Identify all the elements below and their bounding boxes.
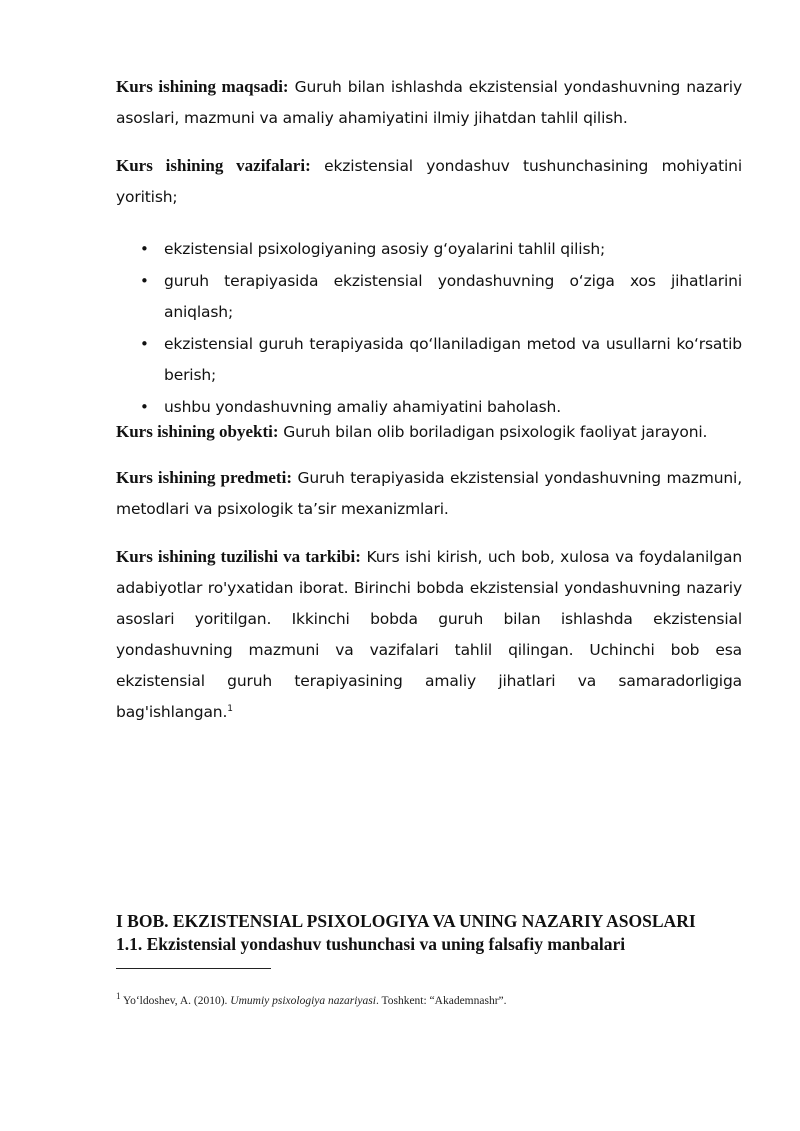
footnote-separator [116, 968, 271, 969]
paragraph-label: Kurs ishining vazifalari: [116, 156, 311, 175]
paragraph-text: Guruh bilan olib boriladigan psixologik faoliyat jarayoni. [278, 423, 708, 441]
footnote [116, 991, 756, 1007]
footnote-publisher: . Toshkent: “Akademnashr”. [375, 995, 507, 1007]
footnote-number: 1 [116, 991, 121, 1002]
list-item: • ekzistensial guruh terapiyasida qo‘llaniladigan metod va usullarni ko‘rsatib berish; [140, 329, 742, 392]
footnote-author: Yo‘ldoshev, A. (2010). [122, 995, 231, 1007]
paragraph-label: Kurs ishining maqsadi: [116, 77, 289, 96]
paragraph-subject [116, 462, 742, 525]
task-list [140, 234, 742, 423]
paragraph-text: ekzistensial yondashuv tushunchasining mohiyatini yoritish; [116, 157, 742, 206]
list-item: • ushbu yondashuvning amaliy ahamiyatini baholash. [140, 392, 742, 424]
list-item: • ekzistensial psixologiyaning asosiy g‘oyalarini tahlil qilish; [140, 234, 742, 266]
section-title: 1.1. Ekzistensial yondashuv tushunchasi va uning falsafiy manbalari [116, 934, 626, 954]
paragraph-label: Kurs ishining obyekti: [116, 422, 279, 441]
chapter-title: I BOB. EKZISTENSIAL PSIXOLOGIYA VA UNING NAZARIY ASOSLARI [116, 911, 696, 931]
paragraph-goal [116, 71, 742, 134]
chapter-heading [116, 910, 776, 956]
paragraph-text: Kurs ishi kirish, uch bob, xulosa va foydalanilgan adabiyotlar ro'yxatidan iborat. Birinchi bobda ekzistensial yondashuvning nazariy asoslari yoritilgan. Ikkinchi bobda guruh bilan ishlashda ekzistensial yondashuvning mazmuni va vazifalari tahlil qilingan. Uchinchi bob esa ekzistensial guruh terapiyasining amaliy jihatlari va samaradorligiga bag'ishlangan. [116, 548, 742, 721]
paragraph-text: Guruh terapiyasida ekzistensial yondashuvning mazmuni, metodlari va psixologik taʼsir mexanizmlari. [116, 469, 742, 518]
paragraph-label: Kurs ishining predmeti: [116, 468, 292, 487]
list-item: • guruh terapiyasida ekzistensial yondashuvning o‘ziga xos jihatlarini aniqlash; [140, 266, 742, 329]
paragraph-tasks [116, 150, 742, 213]
paragraph-label: Kurs ishining tuzilishi va tarkibi: [116, 547, 361, 566]
footnote-title: Umumiy psixologiya nazariyasi [230, 995, 376, 1007]
footnote-reference[interactable]: 1 [227, 703, 233, 714]
paragraph-text: Guruh bilan ishlashda ekzistensial yondashuvning nazariy asoslari, mazmuni va amaliy ahamiyatini ilmiy jihatdan tahlil qilish. [116, 78, 742, 127]
paragraph-object [116, 416, 742, 448]
paragraph-structure [116, 541, 742, 728]
